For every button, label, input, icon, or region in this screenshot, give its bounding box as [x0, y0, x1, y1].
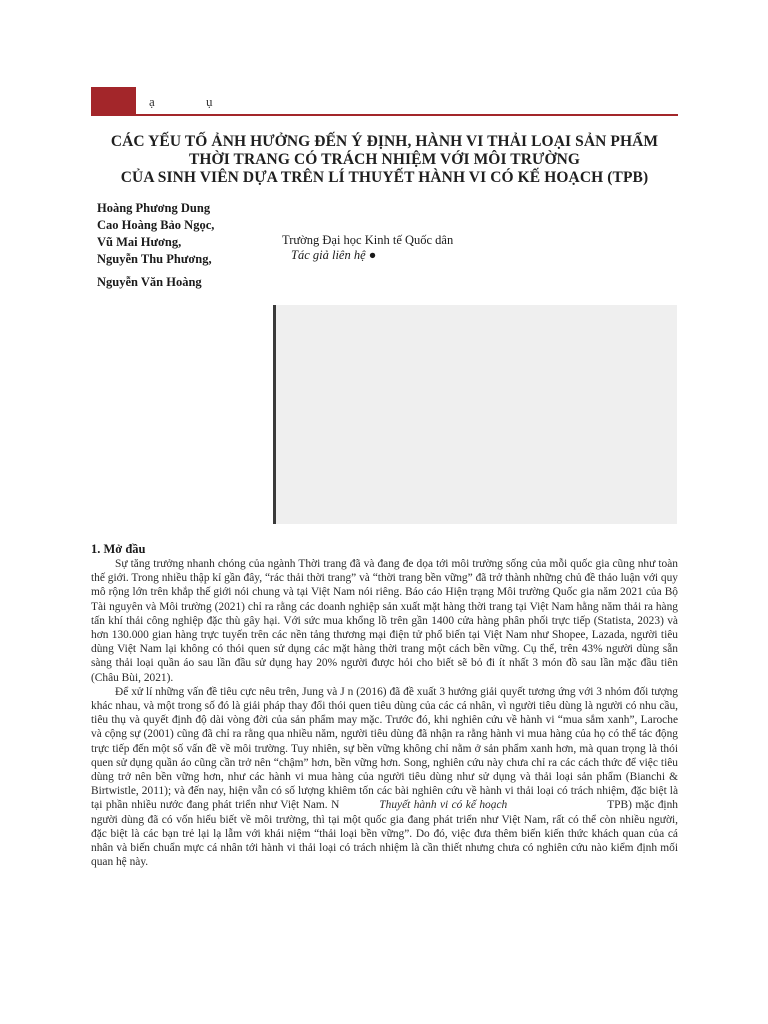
author-name: Nguyễn Thu Phương,: [97, 252, 212, 266]
paper-title: [91, 133, 678, 187]
abstract-box: [276, 305, 677, 524]
section-heading: 1. Mở đầu: [91, 542, 146, 556]
title-line-3: CỦA SINH VIÊN DỰA TRÊN LÍ THUYẾT HÀNH VI CÓ KẾ HOẠCH (TPB): [120, 169, 649, 186]
header-accent-block: [91, 87, 136, 116]
header-rule: [136, 114, 678, 116]
paragraph-2: [91, 685, 678, 870]
title-line-1: CÁC YẾU TỐ ẢNH HƯỞNG ĐẾN Ý ĐỊNH, HÀNH VI THẢI LOẠI SẢN PHẨM: [110, 133, 659, 150]
author-list: [97, 200, 214, 268]
header-glyph-right: ụ: [206, 94, 213, 109]
paragraph-1: Sự tăng trưởng nhanh chóng của ngành Thời trang đã và đang đe dọa tới môi trường sống của mỗi quốc gia cũng như toàn thế giới. Trong nhiều thập kỉ gần đây, “rác thải thời trang” và “thời trang bền vững” đã trở thành những chủ đề thảo luận với quy mô rộng lớn trên khắp thế giới nói chung và tại Việt Nam nói riêng. Báo cáo Hiện trạng Môi trường Quốc gia năm 2021 của Bộ Tài nguyên và Môi trường (2021) chỉ ra rằng các doanh nghiệp sản xuất mặt hàng thời trang tại Việt Nam hằng năm thải ra hàng tấn khí thải công nghiệp đặc thù gây hại. Với sức mua khổng lồ trên gần 1400 cửa hàng phân phối trực tiếp (Statista, 2023) và hơn 130.000 gian hàng trực tuyến trên các nền tảng thương mại điện tử phổ biến tại Việt Nam như Shopee, Lazada, người tiêu dùng Việt Nam lại không có thói quen sử dụng các mặt hàng thời trang một cách bền vững. Cụ thể, trên 43% người dùng sẵn sàng thải loại quần áo sau lần đầu sử dụng hay 20% người được hỏi cho biết sẽ bỏ đi ít nhất 3 món đồ sau lần mặc đầu tiên (Châu Bùi, 2021).: [91, 558, 678, 684]
author-name: Hoàng Phương Dung: [97, 201, 211, 215]
paragraph-2-end: TPB) mặc định người dùng đã có vốn hiểu biết về môi trường, thì tại một quốc gia đang phát triển như Việt Nam, rất có thể còn nhiều người, đặc biệt là các bạn trẻ lại lạ lẫm với khái niệm “thải loại bền vững”. Do đó, việc đưa thêm biến kiến thức khách quan của cá nhân và biến chuẩn mực cá nhân tới hành vi thải loại có trách nhiệm là cần thiết nhưng chưa có nghiên cứu nào kiểm định mối quan hệ này.: [91, 799, 678, 869]
author-name: Vũ Mai Hương,: [97, 235, 182, 249]
author-name: Nguyễn Văn Hoàng: [97, 275, 202, 289]
affiliation: Trường Đại học Kinh tế Quốc dân: [282, 233, 454, 247]
corresponding-author-note: Tác giả liên hệ ●: [291, 248, 377, 262]
paragraph-2-italic: Thuyết hành vi có kế hoạch: [379, 799, 508, 812]
body-text: [91, 557, 678, 869]
title-line-2: THỜI TRANG CÓ TRÁCH NHIỆM VỚI MÔI TRƯỜNG: [188, 151, 581, 168]
header-glyph-left: ạ: [149, 94, 155, 109]
author-name: Cao Hoàng Bảo Ngọc,: [97, 218, 215, 232]
paragraph-2-start: Để xử lí những vấn đề tiêu cực nêu trên, Jung và J n (2016) đã đề xuất 3 hướng giải quyết tương ứng với 3 nhóm đối tượng khác nhau, và một trong số đó là giải pháp thay đổi thói quen tiêu dùng của các cá nhân, vì người tiêu dùng là người có nhu cầu, tiêu thụ và quyết định độ dài vòng đời của sản phẩm may mặc. Trước đó, khi nghiên cứu về hành vi “mua sắm xanh”, Laroche và cộng sự (2001) cũng đã chỉ ra rằng qua nhiều năm, người tiêu dùng đã nhận ra rằng hành vi mua hàng của họ có thể tác động trực tiếp đến một số vấn đề về môi trường. Tuy nhiên, sự bền vững không chỉ nằm ở sản phẩm xanh hơn, mà quan trọng là thói quen sử dụng quần áo cũng cần trở nên “chậm” hơn, bền vững hơn. Song, nghiên cứu này chưa chỉ ra các cách thức để việc tiêu dùng trở nên bền vững hơn, như các hành vi mua hàng của người tiêu dùng như sử dụng và thải loại sản phẩm (Bianchi & Birtwistle, 2011); và đến nay, hiện vẫn có số lượng khiêm tốn các bài nghiên cứu về hành vi thải loại có trách nhiệm, đặc biệt là tại phần nhiều nước đang phát triển như Việt Nam. N: [91, 685, 678, 812]
